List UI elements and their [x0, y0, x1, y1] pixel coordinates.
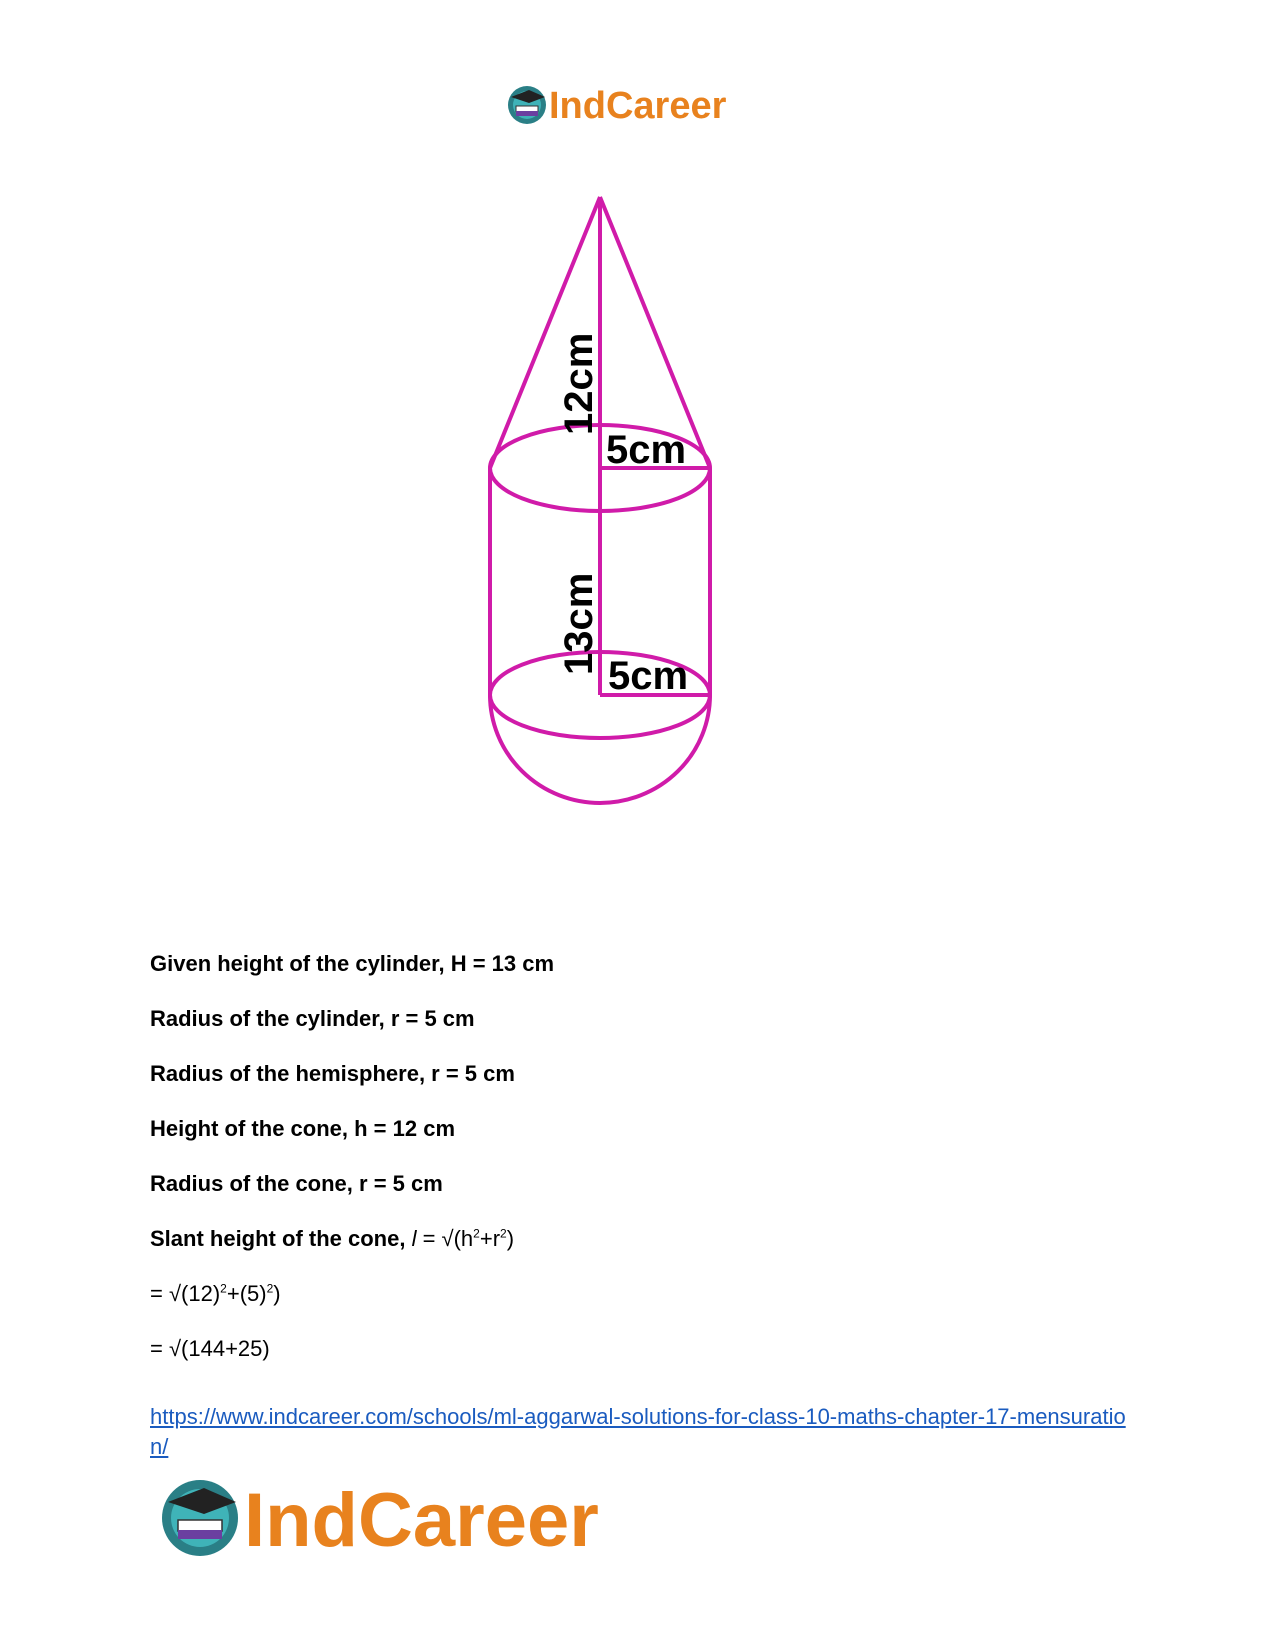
step-1-line — [150, 1280, 281, 1308]
top-radius-label: 5cm — [606, 428, 687, 472]
slant-sup2: 2 — [500, 1226, 507, 1241]
slant-sup1: 2 — [473, 1226, 480, 1241]
given-line-2: Radius of the cylinder, r = 5 cm — [150, 1006, 475, 1031]
step-2-line: = √(144+25) — [150, 1336, 270, 1361]
bottom-radius-label: 5cm — [608, 654, 689, 698]
graduation-cap-book-icon — [162, 1480, 238, 1556]
slant-eq: = √(h — [416, 1226, 474, 1251]
footer-logo-text: IndCareer — [244, 1478, 599, 1560]
indcareer-footer-logo — [160, 1474, 700, 1560]
graduation-cap-book-icon — [508, 86, 546, 124]
given-line-5: Radius of the cone, r = 5 cm — [150, 1171, 443, 1196]
step1-b: +(5) — [226, 1281, 267, 1306]
slant-label: Slant height of the cone, — [150, 1226, 412, 1251]
cone-cylinder-hemisphere-diagram — [480, 195, 780, 855]
given-line-1: Given height of the cylinder, H = 13 cm — [150, 951, 555, 976]
given-line-3: Radius of the hemisphere, r = 5 cm — [150, 1061, 515, 1086]
slant-height-line — [150, 1225, 514, 1253]
slant-var: l — [411, 1226, 417, 1251]
step1-a: = √(12) — [150, 1281, 221, 1306]
given-line-4: Height of the cone, h = 12 cm — [150, 1116, 456, 1141]
slant-plus: +r — [479, 1226, 501, 1251]
step1-sup1: 2 — [220, 1281, 227, 1296]
hemisphere-outline — [490, 695, 710, 803]
indcareer-logo — [505, 80, 775, 130]
slant-close: ) — [506, 1226, 515, 1251]
cone-height-label: 12cm — [557, 332, 601, 435]
cylinder-height-label: 13cm — [557, 572, 601, 675]
logo-text: IndCareer — [549, 85, 727, 127]
source-url-link[interactable]: https://www.indcareer.com/schools/ml-aggarwal-solutions-for-class-10-maths-chapter-17-mensuration/ — [150, 1404, 1126, 1459]
step1-c: ) — [273, 1281, 281, 1306]
step1-sup2: 2 — [266, 1281, 274, 1296]
